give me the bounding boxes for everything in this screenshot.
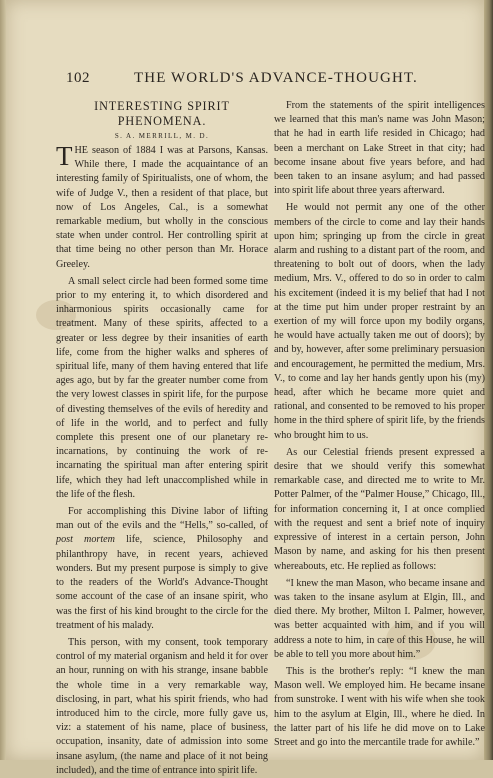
paragraph-8: “I knew the man Mason, who became insane and was taken to the insane asylum at Elgin, Ill., and died there. My brother, Milton I. Palmer, however, was better acquainted with him, and if you will address a note to him, in care of this House, he will be able to tell you more about him.” — [274, 577, 485, 660]
paragraph-9: This is the brother's reply: “I knew the man Mason well. We employed him. He became insane from sunstroke. I went with his wife when she took him to the asylum at Elgin, Ill., where he died. In the latter part of his life he did move on to Lake Street and go into the mercantile trade for awhile.” — [274, 665, 485, 748]
paragraph-5: From the statements of the spirit intelligences we learned that this man's name was John Mason; that he had in earth life resided in Chicago; had been a merchant on Lake Street in that city; had become insane about five years before, and had been taken to an insane asylum; and had passed into spirit life about three years afterward. — [274, 100, 485, 197]
drop-cap: T — [56, 141, 73, 171]
paragraph-1-text: season of 1884 I was at Parsons, Kansas. While there, I made the acquaintance of an interesting family of Spiritualists, one of whom, the wife of Judge V., then a resident of that place, but now of Los Angeles, Cal., is a somewhat remarkable medium, but wholly in the conscious state when under control. Her controlling spirit at that time being no other person than Mr. Horace Greeley. — [56, 145, 268, 270]
page-number: 102 — [66, 70, 90, 86]
left-column — [56, 99, 268, 778]
paragraph-1 — [56, 141, 268, 272]
paragraph-3-text-a: For accomplishing this Divine labor of lifting man out of the evils and the “Hells,” so-called, of — [56, 506, 268, 532]
page-header — [54, 68, 474, 90]
paragraph-7: As our Celestial friends present expressed a desire that we should verify this somewhat remarkable case, and directed me to write to Mr. Potter Palmer, of the “Palmer House,” Chicago, Ill., for information concerning it, I at once complied with the request and sent a brief note of inquiry expressive of interest in a certain person, John Mason by name, and asking for his then present whereabouts, etc. He replied as follows: — [274, 446, 485, 572]
first-word-rest: HE — [74, 145, 88, 156]
article-title: INTERESTING SPIRIT PHENOMENA. — [94, 99, 230, 128]
paragraph-3 — [56, 505, 268, 633]
running-title: THE WORLD'S ADVANCE-THOUGHT. — [134, 70, 418, 86]
paragraph-3-text-b: life, science, Philosophy and philanthropy have, in recent years, achieved wonders. But my present purpose is simply to give to the readers of the World's Advance-Thought some account of the case of an insane spirit, who was the first of his kind brought to the circle for the treatment of his malady. — [56, 534, 269, 631]
book-spine-edge — [484, 0, 493, 760]
paragraph-6: He would not permit any one of the other members of the circle to come and lay their hands upon him; springing up from the circle in great alarm and rushing to a distant part of the room, and threatening to bolt out of doors, when the lady medium, Mrs. V., offered to do so in order to calm his excitement (indeed it is my belief that had I not at the time put him under proper restraint by an exertion of my will force upon my bodily organs, he would have actually taken me out of doors); by and by, however, after some preliminary persuasion and encouragement, he permitted the medium, Mrs. V., to come and lay her hands gently upon his (my) head, after which he became more quiet and rational, and consented to be removed to his proper home in the third sphere of spirit life, by the friends who brought him to us. — [274, 202, 485, 441]
paragraph-4: This person, with my consent, took temporary control of my material organism and held it for over an hour, running on with his strange, insane babble the whole time in a very remarkable way, disclosing, in part, what his spirit friends, who had introduced him to the circle, more fully gave us, viz: a statement of his name, place of business, occupation, insanity, date of admission into some insane asylum, (the name and place of it not being included), and the time of entrance into spirit life. — [56, 636, 268, 776]
author-byline: S. A. MERRILL, M. D. — [114, 132, 210, 140]
right-column — [274, 99, 485, 750]
paragraph-2: A small select circle had been formed some time prior to my entering it, to which disordered and inharmonious spirits occasionally came for treatment. Many of these spirits, affected to a greater or less degree by their insanities of earth life, come from the higher walks and spheres of spiritual life, many of them having entered that life ages ago, but by far the greater number come from the very lowest classes in spirit life, for the purpose of divesting themselves of the evils of heredity and of life in the world, and to perfect and fully complete this present one of our planetary re-incarnations, by continuing the work of re-incarnating the spiritual man after entering spirit life, which they had left unaccomplished while in the life of the flesh. — [56, 275, 268, 500]
paragraph-3-italic: post mortem — [56, 534, 115, 546]
